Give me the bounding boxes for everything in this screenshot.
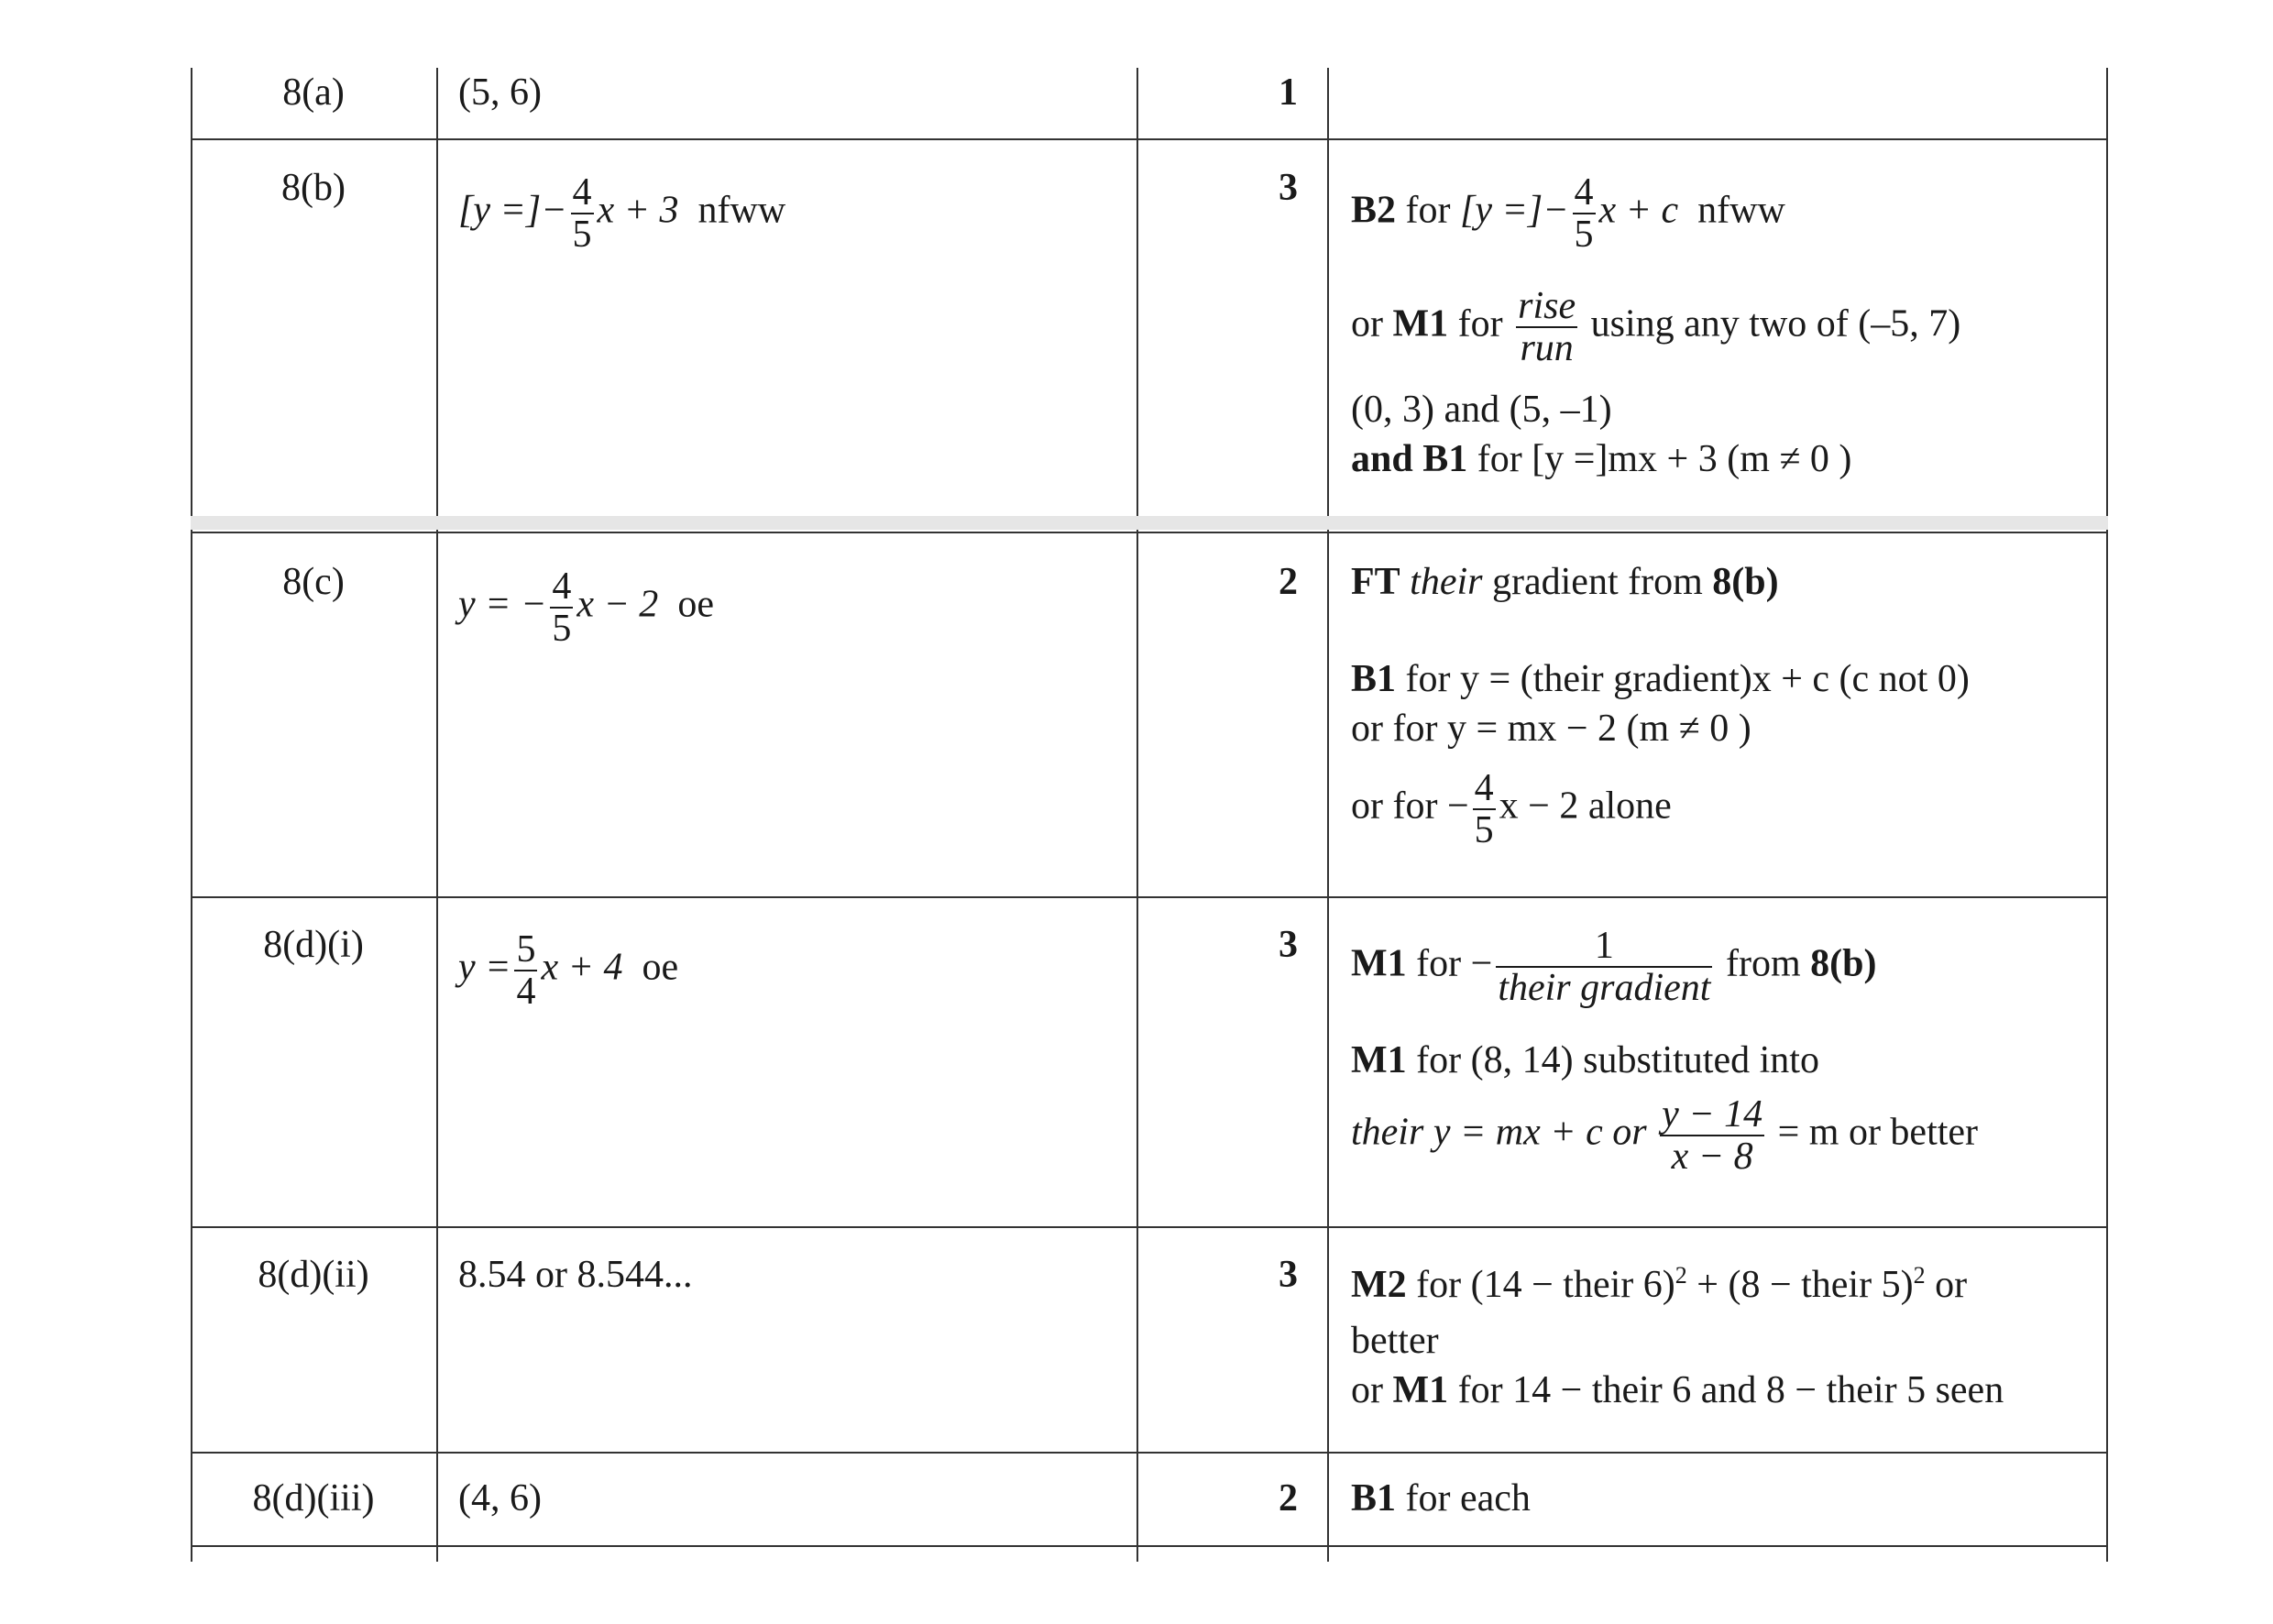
guidance-line: (0, 3) and (5, –1) [1351, 389, 1612, 431]
answer-suffix: x + 3 [597, 189, 679, 232]
row-divider [191, 896, 2108, 898]
marks: 3 [1279, 167, 1298, 209]
fraction: $\frac{y - 14}{x - 8}$ [1662, 1093, 1763, 1179]
fraction: $\frac{4}{5}$ [1574, 171, 1594, 257]
table-border-right [2106, 68, 2108, 1562]
guidance [1351, 559, 2103, 889]
guidance-line: or for − $\frac{4}{5}$ x − 2 alone [1351, 767, 1672, 852]
page-break-band [191, 516, 2108, 530]
row-divider [191, 1452, 2108, 1454]
guidance-line: M1 for (8, 14) substituted into [1351, 1039, 1819, 1081]
row-divider [191, 138, 2108, 140]
question-number: 8(c) [282, 561, 345, 603]
marks: 3 [1279, 924, 1298, 966]
guidance-line: or M1 for 14 − their 6 and 8 − their 5 seen [1351, 1369, 2004, 1411]
column-divider-1 [436, 68, 438, 1562]
guidance-line: M2 for (14 − their 6)$^2$ + (8 − their 5)$^2$ or [1351, 1262, 1968, 1306]
column-divider-3 [1327, 68, 1329, 1562]
fraction: $\frac{4}{5}$ [1474, 767, 1494, 852]
guidance-line: B1 for y = (their gradient)x + c (c not 0) [1351, 658, 1970, 700]
answer-note: nfww [697, 189, 786, 232]
question-number: 8(b) [281, 167, 346, 209]
question-number: 8(a) [282, 71, 345, 114]
answer [458, 172, 785, 255]
answer: y = $\frac{5}{4}$ x + 4 oe [458, 928, 679, 1014]
answer: y = − $\frac{4}{5}$ x − 2 oe [458, 565, 714, 651]
guidance-line: better [1351, 1320, 1439, 1362]
guidance [1351, 1261, 2103, 1444]
row-divider [191, 1545, 2108, 1547]
answer: (4, 6) [458, 1477, 542, 1520]
guidance-line: or M1 for $\frac{\text{rise}}{\text{run}}$ using any two of (–5, 7) [1351, 285, 1961, 370]
question-number: 8(d)(i) [263, 924, 364, 966]
marks: 3 [1279, 1254, 1298, 1296]
question-number: 8(d)(iii) [252, 1477, 375, 1520]
row-divider [191, 1226, 2108, 1228]
marks: 1 [1279, 71, 1298, 114]
guidance: B1 for each [1351, 1477, 1531, 1520]
marks: 2 [1279, 561, 1298, 603]
fraction: $\frac{4}{5}$ [552, 565, 572, 651]
table-border-left [191, 68, 192, 1562]
marks: 2 [1279, 1477, 1298, 1520]
fraction: $\frac{1}{\text{their gradient}}$ [1498, 925, 1711, 1010]
guidance-line: or for y = mx − 2 (m ≠ 0 ) [1351, 708, 1751, 750]
fraction [571, 172, 594, 255]
column-divider-2 [1136, 68, 1138, 1562]
question-number: 8(d)(ii) [258, 1254, 369, 1296]
guidance [1351, 926, 2103, 1219]
fraction: $\frac{\text{rise}}{\text{run}}$ [1518, 285, 1576, 370]
answer-prefix: [y =]− [458, 189, 567, 232]
guidance-line: B2 for [y =]− $\frac{4}{5}$ x + c nfww [1351, 171, 1785, 257]
row-divider [191, 532, 2108, 533]
answer: 8.54 or 8.544... [458, 1254, 693, 1296]
numerator: 4 [572, 171, 592, 214]
fraction: $\frac{5}{4}$ [516, 928, 536, 1014]
guidance-line: and B1 for [y =]mx + 3 (m ≠ 0 ) [1351, 438, 1852, 480]
denominator: 5 [572, 214, 592, 257]
guidance [1351, 172, 2103, 502]
guidance-line: M1 for − $\frac{1}{\text{their gradient}}$ from 8(b) [1351, 925, 1877, 1010]
guidance-line: FT their gradient from 8(b) [1351, 561, 1779, 603]
answer: (5, 6) [458, 71, 542, 114]
guidance-line: their y = mx + c or $\frac{y - 14}{x - 8}$ = m or better [1351, 1093, 1979, 1179]
